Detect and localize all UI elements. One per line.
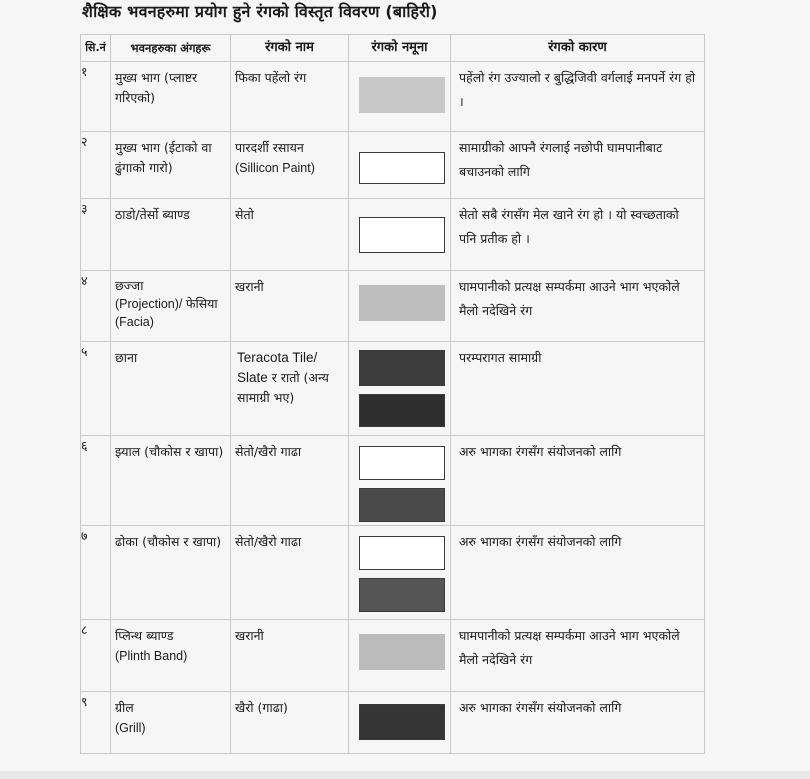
row-sn: २ [81, 132, 111, 199]
row-color-name: फिका पहेंलो रंग [235, 70, 307, 85]
row-color-name: खैरो (गाढा) [235, 700, 288, 715]
row-reason: अरु भागका रंगसँग संयोजनको लागि [459, 534, 622, 549]
table-row [81, 620, 705, 692]
row-part-latin: (Grill) [115, 721, 146, 735]
row-reason: पहेंलो रंग उज्यालो र बुद्धिजिवी वर्गलाई मनपर्ने रंग हो । [459, 70, 696, 109]
table-row [81, 132, 705, 199]
row-sample [349, 132, 451, 199]
row-color-name: सेतो/खैरो गाढा [235, 444, 302, 459]
row-sample [349, 62, 451, 132]
row-color-name-latin: (Sillicon Paint) [235, 161, 315, 175]
row-color-name: सेतो/खैरो गाढा [235, 534, 302, 549]
row-sn: ५ [81, 342, 111, 436]
row-reason: घामपानीको प्रत्यक्ष सम्पर्कमा आउने भाग भएकोले मैलो नदेखिने रंग [459, 279, 680, 318]
row-reason: सामाग्रीको आफ्नै रंगलाई नछोपी घामपानीबाट बचाउनको लागि [459, 140, 663, 179]
color-swatch [359, 488, 445, 522]
row-color-name: पारदर्शी रसायन [235, 140, 304, 155]
color-swatch [359, 350, 445, 386]
table-row [81, 436, 705, 526]
row-sn: १ [81, 62, 111, 132]
row-color-name-latin: Teracota Tile/ Slate [237, 350, 318, 385]
row-sample [349, 692, 451, 754]
row-sample [349, 271, 451, 342]
row-part: ग्रील [115, 700, 134, 715]
row-sn: ३ [81, 199, 111, 271]
header-reason: रंगको कारण [451, 35, 705, 62]
row-reason: घामपानीको प्रत्यक्ष सम्पर्कमा आउने भाग भएकोले मैलो नदेखिने रंग [459, 628, 680, 667]
row-part-latin: (Projection)/ फेसिया (Facia) [115, 297, 218, 329]
color-spec-table [80, 34, 705, 754]
header-sn: सि.नं [81, 35, 111, 62]
row-sample [349, 620, 451, 692]
row-part: प्लिन्थ ब्याण्ड [115, 628, 174, 643]
header-sample: रंगको नमूना [349, 35, 451, 62]
color-swatch [359, 536, 445, 570]
color-swatch [359, 285, 445, 321]
bottom-edge [0, 771, 810, 779]
row-part-latin: (Plinth Band) [115, 649, 188, 663]
row-part: झ्याल (चौकोस र खापा) [115, 444, 224, 459]
row-part: ढोका (चौकोस र खापा) [115, 534, 222, 549]
table-row [81, 271, 705, 342]
row-color-name: खरानी [235, 628, 264, 643]
table-row [81, 62, 705, 132]
row-sample [349, 199, 451, 271]
row-reason: सेतो सबै रंगसँग मेल खाने रंग हो । यो स्वच्छताको पनि प्रतीक हो । [459, 207, 679, 246]
row-color-name: सेतो [235, 207, 254, 222]
color-swatch [359, 446, 445, 480]
color-swatch [359, 217, 445, 253]
row-sn: ७ [81, 526, 111, 620]
color-swatch [359, 578, 445, 612]
row-color-name: खरानी [235, 279, 264, 294]
row-part: छाना [115, 350, 138, 365]
row-color-name: र रातो (अन्य सामाग्री भए) [237, 370, 329, 405]
color-swatch [359, 704, 445, 740]
row-sample [349, 342, 451, 436]
row-reason: परम्परागत सामाग्री [459, 350, 542, 365]
table-header-row [81, 35, 705, 62]
row-sn: ६ [81, 436, 111, 526]
row-part: छज्जा [115, 278, 144, 293]
row-reason: अरु भागका रंगसँग संयोजनको लागि [459, 444, 622, 459]
color-swatch [359, 634, 445, 670]
color-swatch [359, 394, 445, 427]
row-sn: ९ [81, 692, 111, 754]
row-sample [349, 526, 451, 620]
table-row [81, 199, 705, 271]
row-sample [349, 436, 451, 526]
row-reason: अरु भागका रंगसँग संयोजनको लागि [459, 700, 622, 715]
row-part: मुख्य भाग (ईटाको वा ढुंगाको गारो) [115, 140, 212, 175]
row-part: मुख्य भाग (प्लाष्टर गरिएको) [115, 70, 198, 105]
header-color-name: रंगको नाम [231, 35, 349, 62]
table-row [81, 526, 705, 620]
table-row [81, 692, 705, 754]
row-part: ठाडो/तेर्सो ब्याण्ड [115, 207, 190, 222]
color-swatch [359, 77, 445, 113]
page-title: शैक्षिक भवनहरुमा प्रयोग हुने रंगको विस्तृत विवरण (बाहिरी) [82, 2, 438, 21]
color-swatch [359, 152, 445, 184]
row-sn: ८ [81, 620, 111, 692]
header-parts: भवनहरुका अंगहरू [111, 35, 231, 62]
table-row [81, 342, 705, 436]
row-sn: ४ [81, 271, 111, 342]
